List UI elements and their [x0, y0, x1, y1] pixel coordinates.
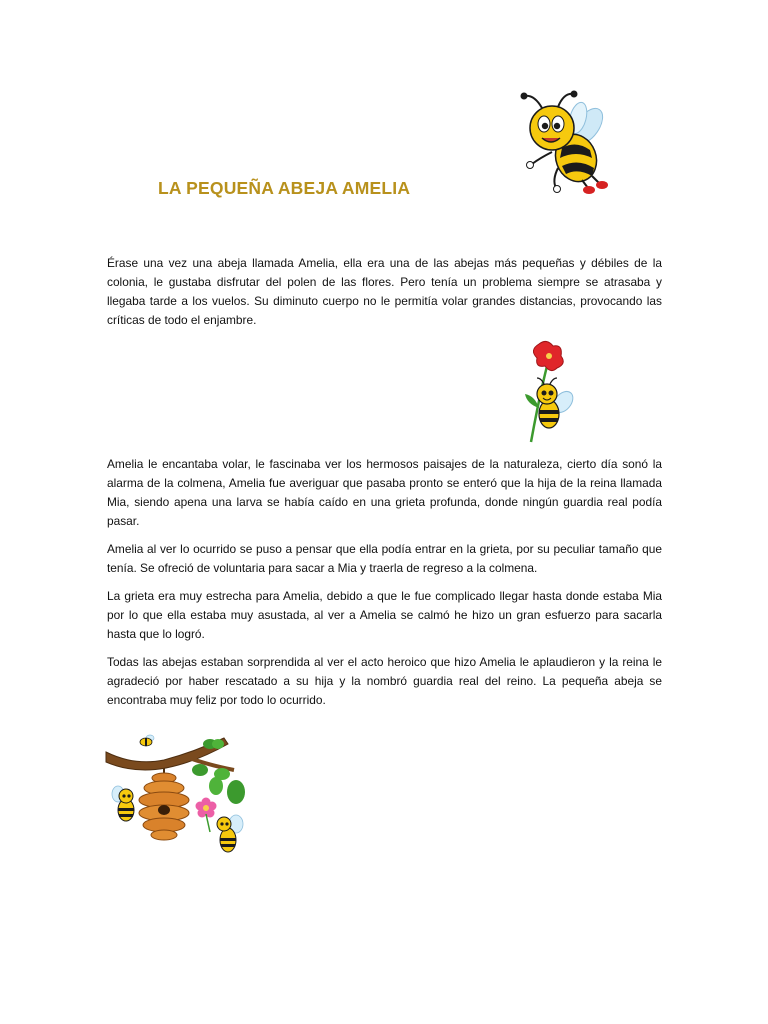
- story-paragraph-5: Todas las abejas estaban sorprendida al ver el acto heroico que hizo Amelia le aplaudieron y la reina le agradeció por haber rescatado a su hija y la nombró guardia real del reino. La pequeña abeja se encontraba muy feliz por todo lo ocurrido.: [107, 655, 662, 707]
- story-paragraph-2: Amelia le encantaba volar, le fascinaba ver los hermosos paisajes de la naturaleza, cierto día sonó la alarma de la colmena, Amelia fue averiguar que pasaba pronto se enteró que la hija de la reina llamada Mia, siendo apena una larva se había caído en una grieta profunda, donde ningún guardia real podía pasar.: [107, 457, 662, 528]
- flying-bee-icon: [512, 88, 612, 200]
- page-title: LA PEQUEÑA ABEJA AMELIA: [158, 178, 411, 198]
- story-paragraph-4: La grieta era muy estrecha para Amelia, debido a que le fue complicado llegar hasta donde estaba Mia por lo que ella estaba muy asustada, al ver a Amelia se calmó he hizo un gran esfuerzo para sacarla hasta que lo logró.: [107, 589, 662, 641]
- bee-with-flower-icon: [517, 338, 575, 448]
- story-paragraph-3: Amelia al ver lo ocurrido se puso a pensar que ella podía entrar en la grieta, por su peculiar tamaño que tenía. Se ofreció de voluntaria para sacar a Mia y traerla de regreso a la colmena.: [107, 542, 662, 575]
- beehive-branch-icon: [104, 722, 252, 860]
- story-paragraph-1: Érase una vez una abeja llamada Amelia, ella era una de las abejas más pequeñas y débiles de la colonia, le gustaba disfrutar del polen de las flores. Pero tenía un problema siempre se atrasaba y llegaba tarde a los vuelos. Su diminuto cuerpo no le permitía volar grandes distancias, provocando las críticas de todo el enjambre.: [107, 256, 662, 327]
